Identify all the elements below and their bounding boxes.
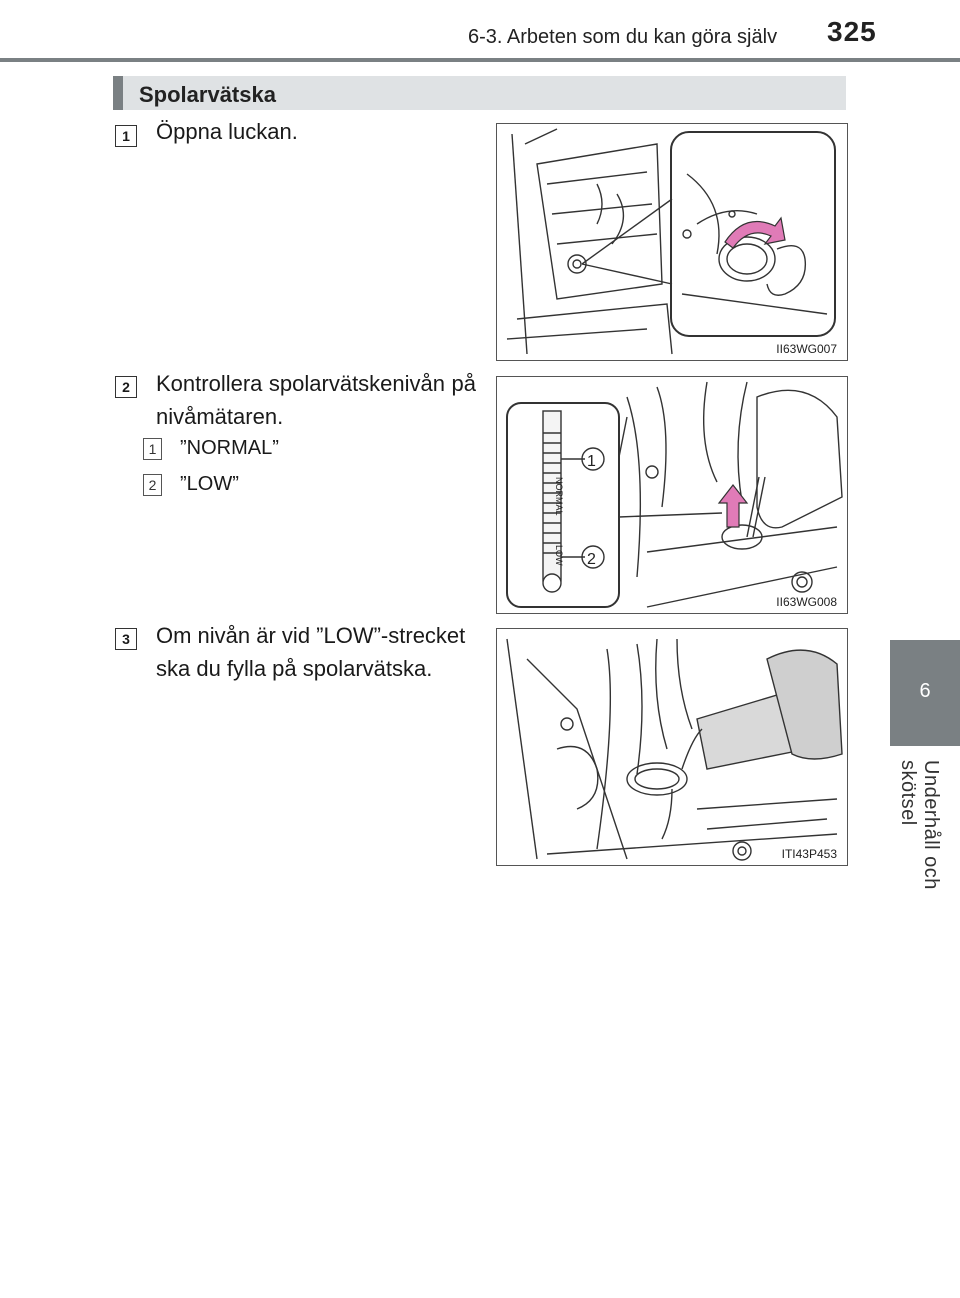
sub-item-number-2: 2 (143, 474, 162, 496)
section-title: Spolarvätska (139, 82, 276, 107)
page-number: 325 (827, 16, 877, 47)
sub-item-number-1: 1 (143, 438, 162, 460)
gauge-callout-1: 1 (587, 453, 596, 470)
figure-code-3: ITI43P453 (781, 847, 837, 861)
gauge-low-label: LOW (554, 545, 564, 566)
chapter-label: Underhåll och skötsel (897, 760, 942, 890)
step-number-3: 3 (115, 628, 137, 650)
chapter-tab (890, 640, 960, 746)
illustration-refill-washer (497, 629, 847, 865)
step-number-1: 1 (115, 125, 137, 147)
figure-level-gauge (496, 376, 848, 614)
sub-item-text-2: ”LOW” (180, 473, 239, 495)
step-number-2: 2 (115, 376, 137, 398)
step-text-2: Kontrollera spolarvätskenivån på nivåmätaren. (156, 371, 476, 429)
rotate-arrow-icon (725, 218, 785, 248)
figure-code-1: II63WG007 (776, 342, 837, 356)
gauge-callout-2: 2 (587, 551, 596, 568)
illustration-engine-bay-lid (497, 124, 847, 360)
sub-item-text-1: ”NORMAL” (180, 437, 279, 459)
running-header-section: 6-3. Arbeten som du kan göra själv (468, 26, 778, 48)
section-heading-bar (113, 76, 846, 110)
step-text-1: Öppna luckan. (156, 119, 298, 144)
lift-arrow-icon (719, 485, 747, 527)
step-text-3: Om nivån är vid ”LOW”-strecket ska du fylla på spolarvätska. (156, 623, 466, 681)
figure-code-2: II63WG008 (776, 595, 837, 609)
illustration-level-gauge (497, 377, 847, 613)
figure-open-lid (496, 123, 848, 361)
header-rule (0, 58, 960, 62)
gauge-normal-label: NORMAL (554, 477, 564, 516)
figure-refill (496, 628, 848, 866)
section-heading-marker (113, 76, 123, 110)
chapter-number: 6 (919, 680, 931, 702)
